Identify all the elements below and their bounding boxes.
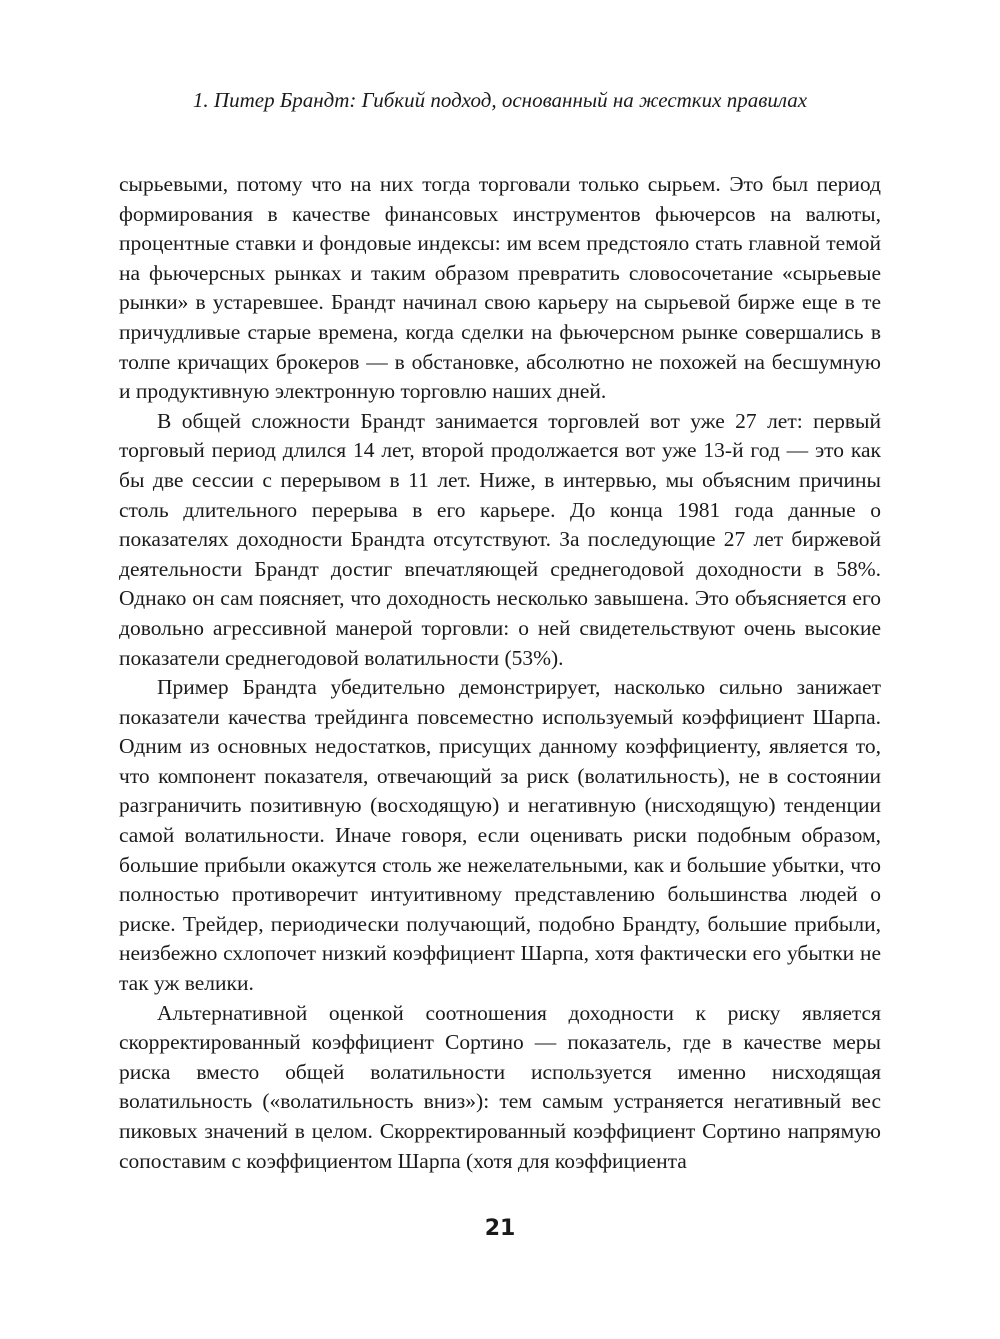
paragraph-4: Альтернативной оценкой соотношения доходности к риску является скорректированный коэффициент Сортино — показатель, где в качестве меры риска вместо общей волатильности используется именно нисходящая волатильность («волатильность вниз»): тем самым устраняется негативный вес пиковых значений в целом. Скорректированный коэффициент Сортино напрямую сопоставим с коэффициентом Шарпа (хотя для коэффициента [119, 1000, 881, 1173]
page-number: 21 [484, 1216, 516, 1241]
paragraph-2: В общей сложности Брандт занимается торговлей вот уже 27 лет: первый торговый период длился 14 лет, второй продолжается вот уже 13-й год — это как бы две сессии с перерывом в 11 лет. Ниже, в интервью, мы объясним причины столь длительного перерыва в его карьере. До конца 1981 года данные о показателях доходности Брандта отсутствуют. За последующие 27 лет биржевой деятельности Брандт достиг впечатляющей среднегодовой доходности в 58%. Однако он сам поясняет, что доходность несколько завышена. Это объясняется его довольно агрессивной манерой торговли: о ней свидетельствуют очень высокие показатели среднегодовой волатильности (53%). [119, 408, 881, 670]
body-text [119, 170, 881, 1176]
paragraph-3: Пример Брандта убедительно демонстрирует, насколько сильно занижает показатели качества трейдинга повсеместно используемый коэффициент Шарпа. Одним из основных недостатков, присущих данному коэффициенту, является то, что компонент показателя, отвечающий за риск (волатильность), не в состоянии разграничить позитивную (восходящую) и негативную (нисходящую) тенденции самой волатильности. Иначе говоря, если оценивать риски подобным образом, большие прибыли окажутся столь же нежелательными, как и большие убытки, что полностью противоречит интуитивному представлению большинства людей о риске. Трейдер, периодически получающий, подобно Брандту, большие прибыли, неизбежно схлопочет низкий коэффициент Шарпа, хотя фактически его убытки не так уж велики. [119, 675, 881, 996]
running-head: 1. Питер Брандт: Гибкий подход, основанный на жестких правилах [192, 88, 808, 112]
paragraph-1: сырьевыми, потому что на них тогда торговали только сырьем. Это был период формирования в качестве финансовых инструментов фьючерсов на валюты, процентные ставки и фондовые индексы: им всем предстояло стать главной темой на фьючерсных рынках и таким образом превратить словосочетание «сырьевые рынки» в устаревшее. Брандт начинал свою карьеру на сырьевой бирже еще в те причудливые старые времена, когда сделки на фьючерсном рынке совершались в толпе кричащих брокеров — в обстановке, абсолютно не похожей на бесшумную и продуктивную электронную торговлю наших дней. [119, 172, 881, 404]
